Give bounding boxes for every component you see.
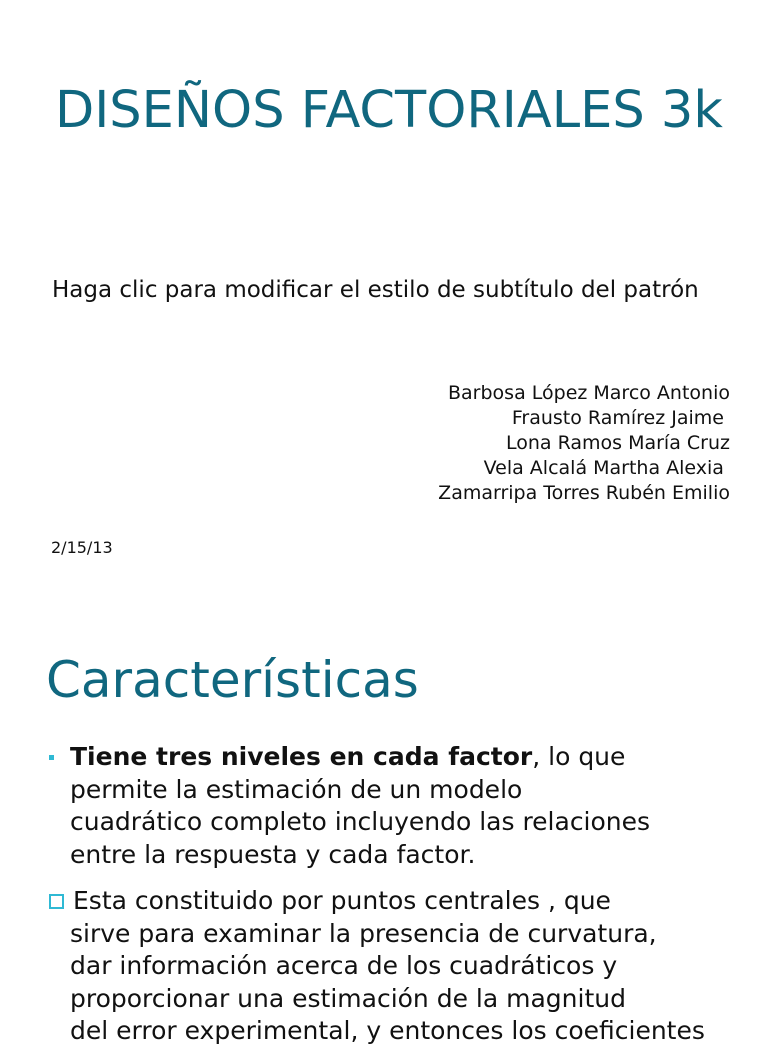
square-bullet-icon [49,755,54,760]
bullet-item-1 [49,741,739,871]
author-name: Zamarripa Torres Rubén Emilio [438,482,730,504]
bullet-line: cuadrático completo incluyendo las relaciones [70,807,651,836]
author-list [438,381,730,506]
bullet-item-2 [49,885,739,1048]
bullet-line: proporcionar una estimación de la magnitud [70,983,626,1013]
slide-title-heading: DISEÑOS FACTORIALES 3k [55,81,723,140]
bullet-text [49,741,739,871]
author-name: Barbosa López Marco Antonio [448,382,730,404]
slide-caracteristicas [0,600,768,1045]
slide-date: 2/15/13 [51,538,113,557]
bullet-line: entre la respuesta y cada factor. [70,839,476,869]
author-name: Lona Ramos María Cruz [505,432,730,454]
author-name: Vela Alcalá Martha Alexia [483,457,730,479]
hollow-square-bullet-icon [49,894,64,909]
bullet-emphasis: Tiene tres niveles en cada factor [70,742,533,771]
bullet-text-fragment: , lo que [532,742,626,771]
bullet-line: sirve para examinar la presencia de curvatura, [70,918,657,948]
bullet-line [70,741,739,774]
author-name: Frausto Ramírez Jaime [511,407,730,429]
bullet-line: del error experimental, y entonces los coeficientes [70,1016,705,1045]
slide-heading: Características [46,651,419,709]
bullet-line: permite la estimación de un modelo [70,774,523,804]
bullet-line: dar información acerca de los cuadráticos y [70,951,618,980]
bullet-line: Esta constituido por puntos centrales , que [73,886,611,915]
bullet-text [49,885,739,1048]
subtitle-placeholder[interactable]: Haga clic para modificar el estilo de subtítulo del patrón [52,277,699,303]
